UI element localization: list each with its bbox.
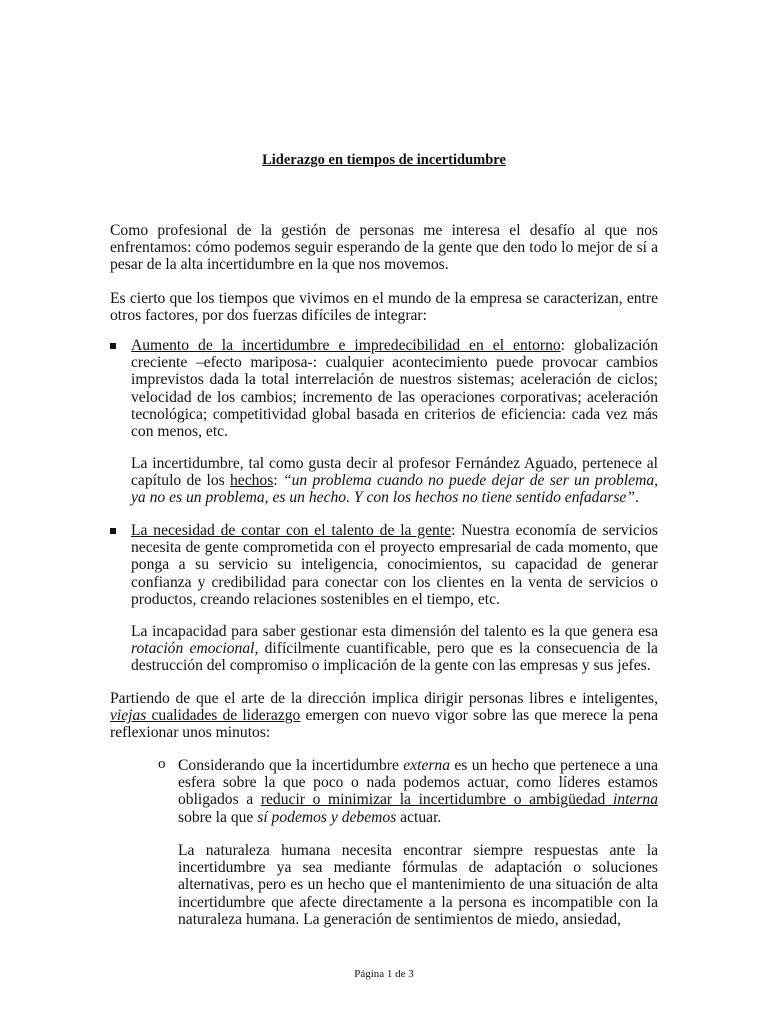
circle-bullet-icon: o bbox=[158, 756, 166, 772]
bullet-1-paragraph bbox=[131, 337, 658, 440]
reducir-underlined bbox=[261, 791, 658, 808]
bullet-2-followup-text: La incapacidad para saber gestionar esta dimensión del talento es la que genera esa bbox=[131, 623, 658, 640]
bullet-1-end: . bbox=[634, 489, 639, 507]
bullet-1-followup bbox=[131, 455, 658, 507]
sub-paragraph-2-text: La naturaleza humana necesita encontrar siempre respuestas ante la incertidumbre ya sea mediante fórmulas de adaptación o soluciones alternativas, pero es un hecho que el mantenimiento de una situación de alta incertidumbre que afecte directamente a la persona es incompatible con la naturaleza humana. La generación de sentimientos de miedo, ansiedad, bbox=[178, 842, 658, 928]
viejas-cualidades-underlined bbox=[110, 707, 300, 724]
bullet-2-followup bbox=[131, 623, 658, 675]
paragraph-3 bbox=[110, 690, 658, 742]
square-bullet-icon bbox=[110, 528, 116, 534]
intro-paragraph-2-text: Es cierto que los tiempos que vivimos en el mundo de la empresa se caracterizan, entre otros factores, por dos fuerzas difíciles de integrar: bbox=[110, 290, 658, 325]
reducir-text: reducir o minimizar la incertidumbre o ambigüedad bbox=[260, 791, 613, 809]
bullet-1-heading: Aumento de la incertidumbre e impredecibilidad en el entorno bbox=[131, 337, 561, 354]
externa-italic: externa bbox=[403, 757, 451, 774]
sub-1-mid: es un hecho que pertenece a una esfera sobre la que poco o nada podemos actuar, como líderes estamos obligados a bbox=[178, 757, 658, 809]
viejas-italic: viejas bbox=[110, 707, 147, 725]
page-footer: Página 1 de 3 bbox=[354, 968, 414, 980]
bullet-1-colon: : bbox=[273, 472, 283, 490]
paragraph-3-text: Partiendo de que el arte de la dirección implica dirigir personas libres e inteligentes, bbox=[110, 690, 658, 707]
sub-1-text: Considerando que la incertidumbre bbox=[178, 757, 404, 774]
bullet-2-followup-end: difícilmente cuantificable, pero que es la consecuencia de la destrucción del compromiso o implicación de la gente con las empresas y sus jefes. bbox=[131, 640, 658, 675]
intro-paragraph-1 bbox=[110, 222, 658, 274]
interna-italic: interna bbox=[612, 791, 658, 809]
intro-paragraph-2 bbox=[110, 290, 658, 324]
bullet-1-followup-text: La incertidumbre, tal como gusta decir al profesor Fernández Aguado, pertenece al capítulo de los bbox=[131, 455, 658, 490]
bullet-2-heading: La necesidad de contar con el talento de la gente bbox=[131, 522, 452, 539]
intro-paragraph-1-text: Como profesional de la gestión de personas me interesa el desafío al que nos enfrentamos: cómo podemos seguir esperando de la gente que den todo lo mejor de sí a pesar de la alta incertidumbre en la que nos movemos. bbox=[110, 222, 658, 274]
sub-paragraph-2 bbox=[178, 842, 658, 928]
sub-1-end: actuar. bbox=[396, 808, 442, 826]
cualidades-text: cualidades de liderazgo bbox=[146, 707, 301, 725]
square-bullet-icon bbox=[110, 343, 116, 349]
bullet-1-quote: “un problema cuando no puede dejar de ser un problema, ya no es un problema, es un hecho. Y con los hechos no tiene sentido enfadarse” bbox=[131, 472, 659, 507]
bullet-2-body: : Nuestra economía de servicios necesita de gente comprometida con el proyecto empresarial de cada momento, que ponga a su servicio su inteligencia, conocimientos, su capacidad de generar confianza y credibilidad para conectar con los clientes en la venta de servicios o productos, creando relaciones sostenibles en el tiempo, etc. bbox=[131, 522, 658, 608]
si-podemos-italic: sí podemos y debemos bbox=[257, 808, 397, 826]
bullet-2-paragraph bbox=[131, 522, 658, 608]
bullet-1-body: : globalización creciente –efecto mariposa-: cualquier acontecimiento puede provocar cambios imprevistos dada la total interrelación de nuestros sistemas; aceleración de ciclos; velocidad de los cambios; incremento de las operaciones corporativas; aceleración tecnológica; competitividad global basada en criterios de eficiencia: cada vez más con menos, etc. bbox=[131, 337, 659, 441]
document-title: Liderazgo en tiempos de incertidumbre bbox=[262, 152, 506, 168]
sub-bullet-1-paragraph bbox=[178, 757, 658, 826]
document-page bbox=[110, 0, 658, 1024]
rotacion-emocional-italic: rotación emocional, bbox=[131, 640, 259, 658]
sub-1-mid-2: sobre la que bbox=[178, 808, 258, 826]
paragraph-3-end: emergen con nuevo vigor sobre las que merece la pena reflexionar unos minutos: bbox=[110, 707, 658, 742]
hechos-underlined: hechos bbox=[230, 472, 274, 490]
